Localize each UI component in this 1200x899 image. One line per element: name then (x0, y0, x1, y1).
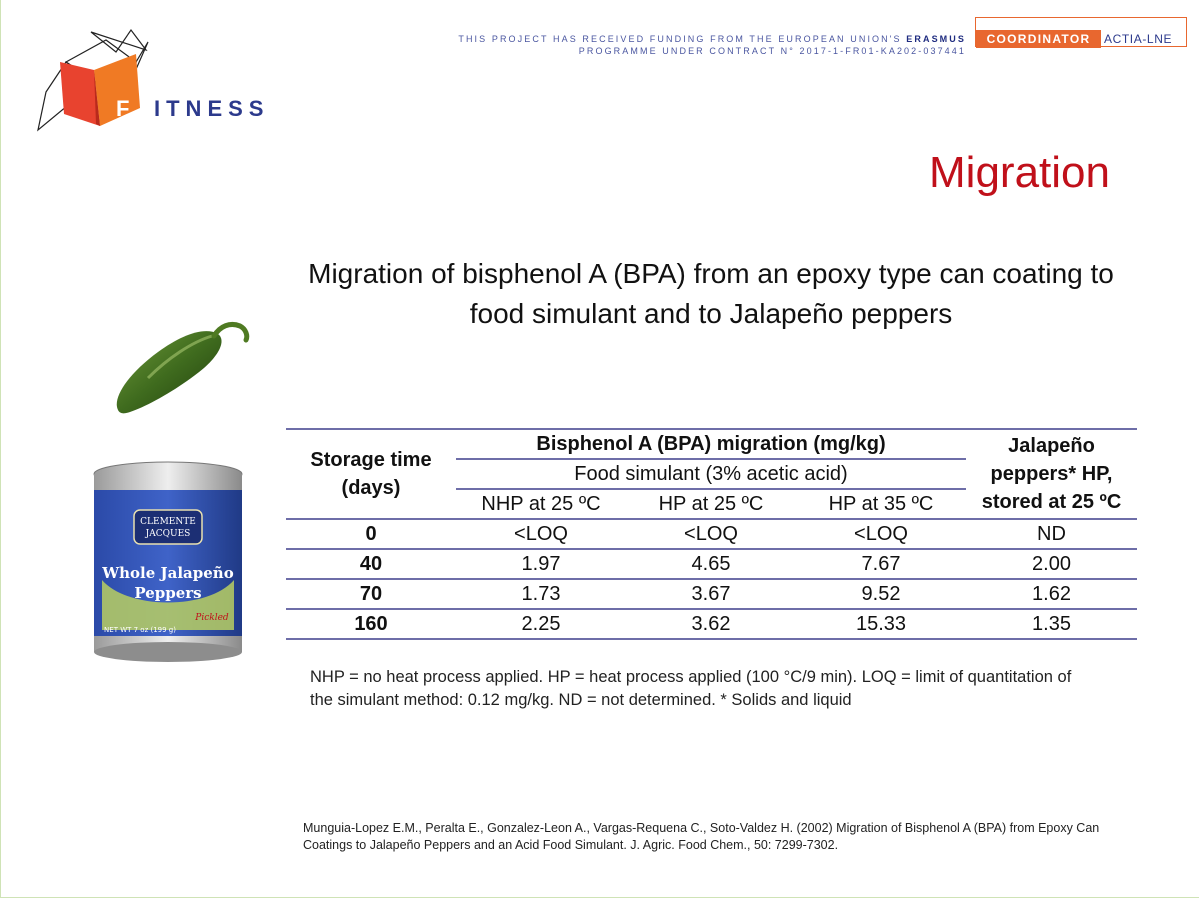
coordinator-label: COORDINATOR (976, 30, 1101, 48)
table-row (286, 579, 1137, 609)
slide-subtitle: Migration of bisphenol A (BPA) from an epoxy type can coating to food simulant and to Jalapeño peppers (308, 258, 1114, 329)
nhp25-cell: <LOQ (456, 519, 626, 549)
bpa-migration-header: Bisphenol A (BPA) migration (mg/kg) (456, 429, 966, 459)
jalapeno-cell: 2.00 (966, 549, 1137, 579)
logo-initial: F (116, 96, 130, 121)
nhp25-cell: 2.25 (456, 609, 626, 639)
can-product-line-1: Whole Jalapeño (102, 564, 234, 582)
jalapeno-header: Jalapeño peppers* HP, stored at 25 ºC (966, 429, 1137, 519)
hp25-cell: <LOQ (626, 519, 796, 549)
hp35-cell: 7.67 (796, 549, 966, 579)
jalapeno-can-image (88, 460, 248, 665)
funding-line-1 (410, 33, 966, 45)
hp25-cell: 3.67 (626, 579, 796, 609)
days-cell: 160 (286, 609, 456, 639)
jalapeno-pepper-image (108, 318, 256, 418)
days-cell: 70 (286, 579, 456, 609)
days-cell: 0 (286, 519, 456, 549)
table-row (286, 609, 1137, 639)
condition-nhp25-header: NHP at 25 ºC (456, 489, 626, 519)
coordinator-badge (975, 17, 1187, 47)
funding-notice (410, 33, 966, 57)
hp25-cell: 4.65 (626, 549, 796, 579)
nhp25-cell: 1.73 (456, 579, 626, 609)
funding-erasmus: ERASMUS (906, 34, 966, 44)
food-simulant-header: Food simulant (3% acetic acid) (456, 459, 966, 489)
funding-line-1-text: THIS PROJECT HAS RECEIVED FUNDING FROM THE EUROPEAN UNION'S (458, 34, 902, 44)
days-cell: 40 (286, 549, 456, 579)
logo-word: ITNESS (154, 96, 270, 121)
table-row (286, 519, 1137, 549)
can-brand-line-1: CLEMENTE (140, 517, 196, 527)
funding-line-2: PROGRAMME UNDER CONTRACT N° 2017-1-FR01-KA202-037441 (578, 46, 966, 56)
jalapeno-cell: 1.62 (966, 579, 1137, 609)
jalapeno-cell: ND (966, 519, 1137, 549)
nhp25-cell: 1.97 (456, 549, 626, 579)
bpa-migration-table (286, 428, 1137, 640)
can-brand-line-2: JACQUES (145, 529, 191, 539)
condition-hp35-header: HP at 35 ºC (796, 489, 966, 519)
can-net-weight: NET WT 7 oz (199 g) (104, 626, 176, 634)
hp35-cell: 15.33 (796, 609, 966, 639)
fitness-logo (36, 22, 276, 134)
jalapeno-cell: 1.35 (966, 609, 1137, 639)
table-header-row-1 (286, 429, 1137, 459)
table-row (286, 549, 1137, 579)
storage-time-header: Storage time (days) (286, 429, 456, 519)
hp35-cell: <LOQ (796, 519, 966, 549)
slide-title: Migration (929, 148, 1110, 197)
condition-hp25-header: HP at 25 ºC (626, 489, 796, 519)
can-product-line-2: Peppers (134, 584, 202, 602)
hp35-cell: 9.52 (796, 579, 966, 609)
hp25-cell: 3.62 (626, 609, 796, 639)
table-footnote: NHP = no heat process applied. HP = heat process applied (100 °C/9 min). LOQ = limit of quantitation of the simulant method: 0.12 mg/kg. ND = not determined. * Solids and liquid (310, 668, 1072, 709)
coordinator-name: ACTIA-LNE (1104, 32, 1173, 46)
citation-reference: Munguia-Lopez E.M., Peralta E., Gonzalez-Leon A., Vargas-Requena C., Soto-Valdez H. (2002) Migration of Bisphenol A (BPA) from Epoxy Can Coatings to Jalapeño Peppers and an Acid Food Simulant. J. Agric. Food Chem., 50: 7299-7302. (303, 821, 1100, 852)
can-badge: Pickled (195, 613, 229, 623)
